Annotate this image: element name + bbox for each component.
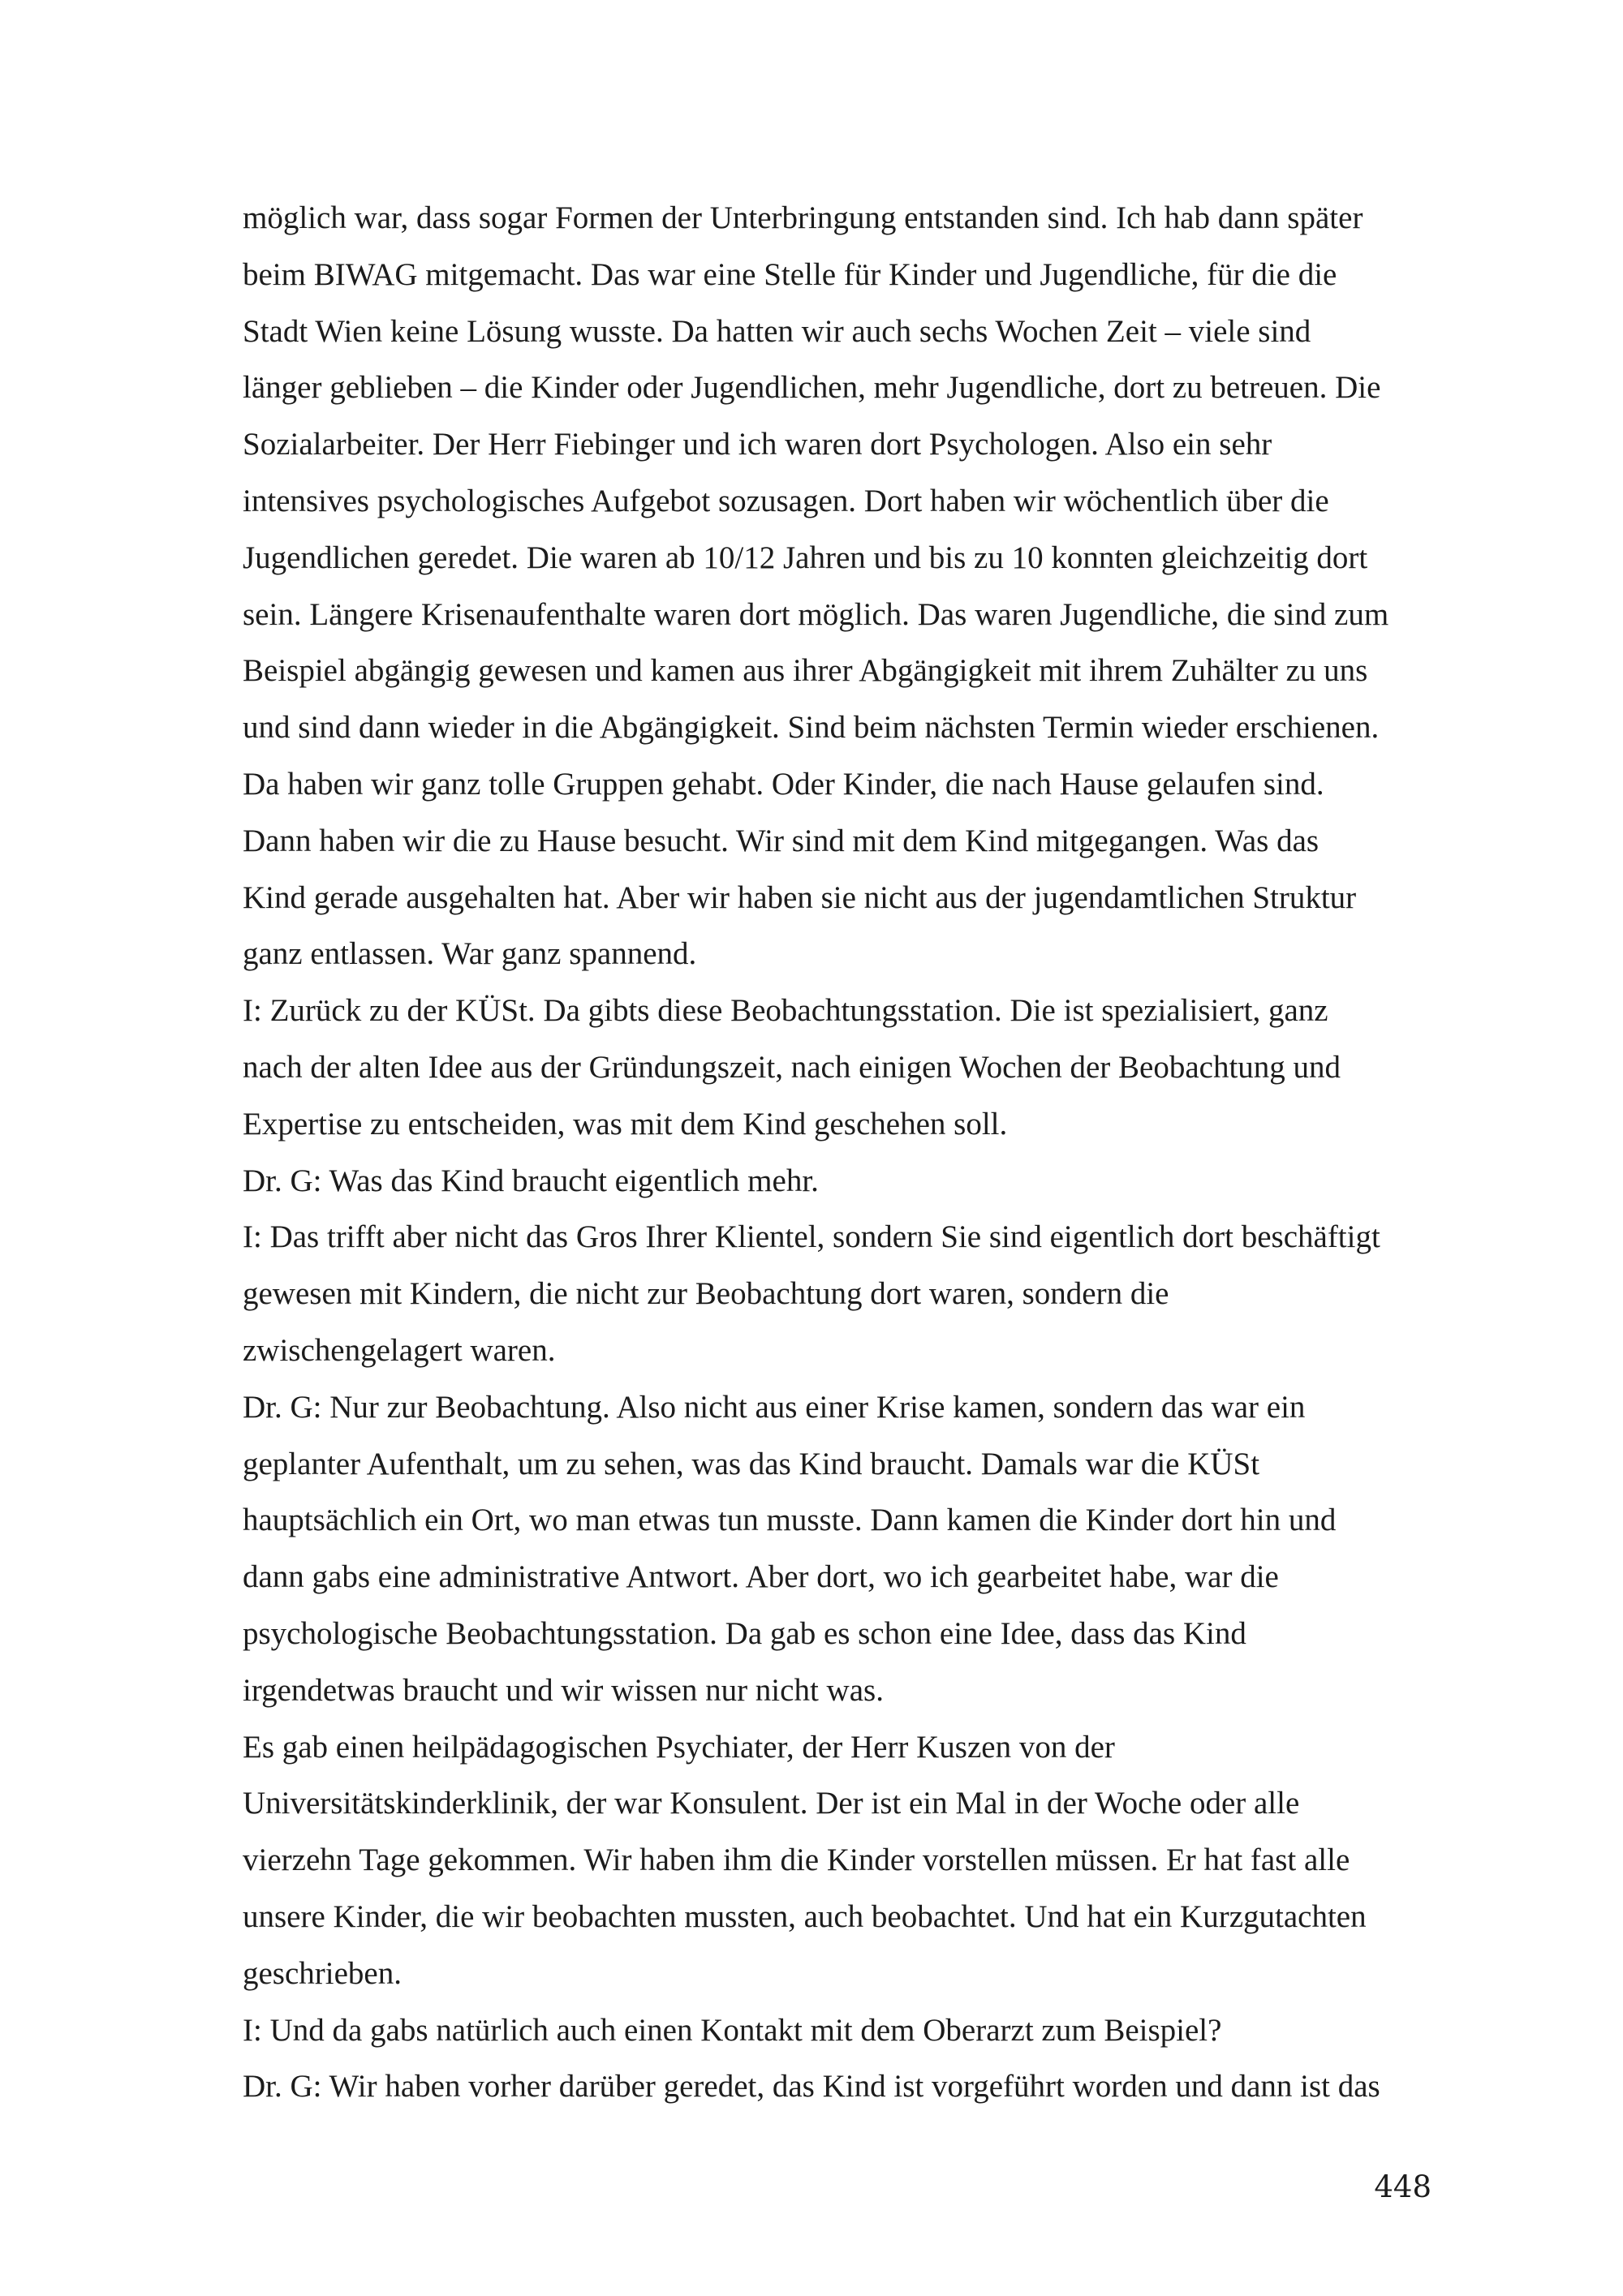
text-line: geplanter Aufenthalt, um zu sehen, was das Kind braucht. Damals war die KÜSt	[243, 1446, 1260, 1481]
body-text	[243, 190, 1452, 2115]
text-line: Da haben wir ganz tolle Gruppen gehabt. Oder Kinder, die nach Hause gelaufen sind.	[243, 766, 1324, 802]
text-line: intensives psychologisches Aufgebot sozusagen. Dort haben wir wöchentlich über die	[243, 483, 1329, 518]
text-line: hauptsächlich ein Ort, wo man etwas tun musste. Dann kamen die Kinder dort hin und	[243, 1503, 1337, 1538]
text-line: ganz entlassen. War ganz spannend.	[243, 936, 697, 972]
text-line: geschrieben.	[243, 1955, 402, 1991]
text-line: I: Das trifft aber nicht das Gros Ihrer Klientel, sondern Sie sind eigentlich dort beschäftigt	[243, 1219, 1380, 1255]
text-line: Dann haben wir die zu Hause besucht. Wir sind mit dem Kind mitgegangen. Was das	[243, 823, 1319, 858]
text-line: Dr. G: Was das Kind braucht eigentlich mehr.	[243, 1163, 819, 1198]
text-line: länger geblieben – die Kinder oder Jugendlichen, mehr Jugendliche, dort zu betreuen. Die	[243, 370, 1381, 406]
text-line: dann gabs eine administrative Antwort. Aber dort, wo ich gearbeitet habe, war die	[243, 1559, 1279, 1595]
text-line: psychologische Beobachtungsstation. Da gab es schon eine Idee, dass das Kind	[243, 1615, 1246, 1651]
text-line: möglich war, dass sogar Formen der Unterbringung entstanden sind. Ich hab dann später	[243, 200, 1363, 235]
text-line: Kind gerade ausgehalten hat. Aber wir haben sie nicht aus der jugendamtlichen Struktur	[243, 879, 1357, 915]
text-line: sein. Längere Krisenaufenthalte waren dort möglich. Das waren Jugendliche, die sind zum	[243, 596, 1389, 632]
text-line: Beispiel abgängig gewesen und kamen aus ihrer Abgängigkeit mit ihrem Zuhälter zu uns	[243, 653, 1368, 689]
text-line: Expertise zu entscheiden, was mit dem Kind geschehen soll.	[243, 1106, 1008, 1142]
text-line: Jugendlichen geredet. Die waren ab 10/12 Jahren und bis zu 10 konnten gleichzeitig dort	[243, 540, 1368, 575]
text-line: unsere Kinder, die wir beobachten mussten, auch beobachtet. Und hat ein Kurzgutachten	[243, 1898, 1367, 1934]
text-line: irgendetwas braucht und wir wissen nur nicht was.	[243, 1672, 884, 1708]
text-line: und sind dann wieder in die Abgängigkeit. Sind beim nächsten Termin wieder erschienen.	[243, 710, 1380, 746]
text-line: Es gab einen heilpädagogischen Psychiater, der Herr Kuszen von der	[243, 1729, 1115, 1765]
text-line: I: Zurück zu der KÜSt. Da gibts diese Beobachtungsstation. Die ist spezialisiert, ganz	[243, 993, 1328, 1029]
text-line: Universitätskinderklinik, der war Konsulent. Der ist ein Mal in der Woche oder alle	[243, 1786, 1300, 1821]
text-line: gewesen mit Kindern, die nicht zur Beobachtung dort waren, sondern die	[243, 1276, 1169, 1312]
text-line: zwischengelagert waren.	[243, 1332, 556, 1368]
text-line: Stadt Wien keine Lösung wusste. Da hatten wir auch sechs Wochen Zeit – viele sind	[243, 313, 1311, 349]
text-line: I: Und da gabs natürlich auch einen Kontakt mit dem Oberarzt zum Beispiel?	[243, 2012, 1222, 2048]
text-line: nach der alten Idee aus der Gründungszeit, nach einigen Wochen der Beobachtung und	[243, 1049, 1341, 1085]
text-line: vierzehn Tage gekommen. Wir haben ihm die Kinder vorstellen müssen. Er hat fast alle	[243, 1842, 1350, 1878]
text-line: beim BIWAG mitgemacht. Das war eine Stelle für Kinder und Jugendliche, für die die	[243, 256, 1337, 292]
text-line: Sozialarbeiter. Der Herr Fiebinger und ich waren dort Psychologen. Also ein sehr	[243, 427, 1272, 462]
text-line: Dr. G: Wir haben vorher darüber geredet, das Kind ist vorgeführt worden und dann ist das	[243, 2069, 1380, 2105]
page-number: 448	[1374, 2169, 1431, 2204]
text-line: Dr. G: Nur zur Beobachtung. Also nicht aus einer Krise kamen, sondern das war ein	[243, 1389, 1306, 1425]
